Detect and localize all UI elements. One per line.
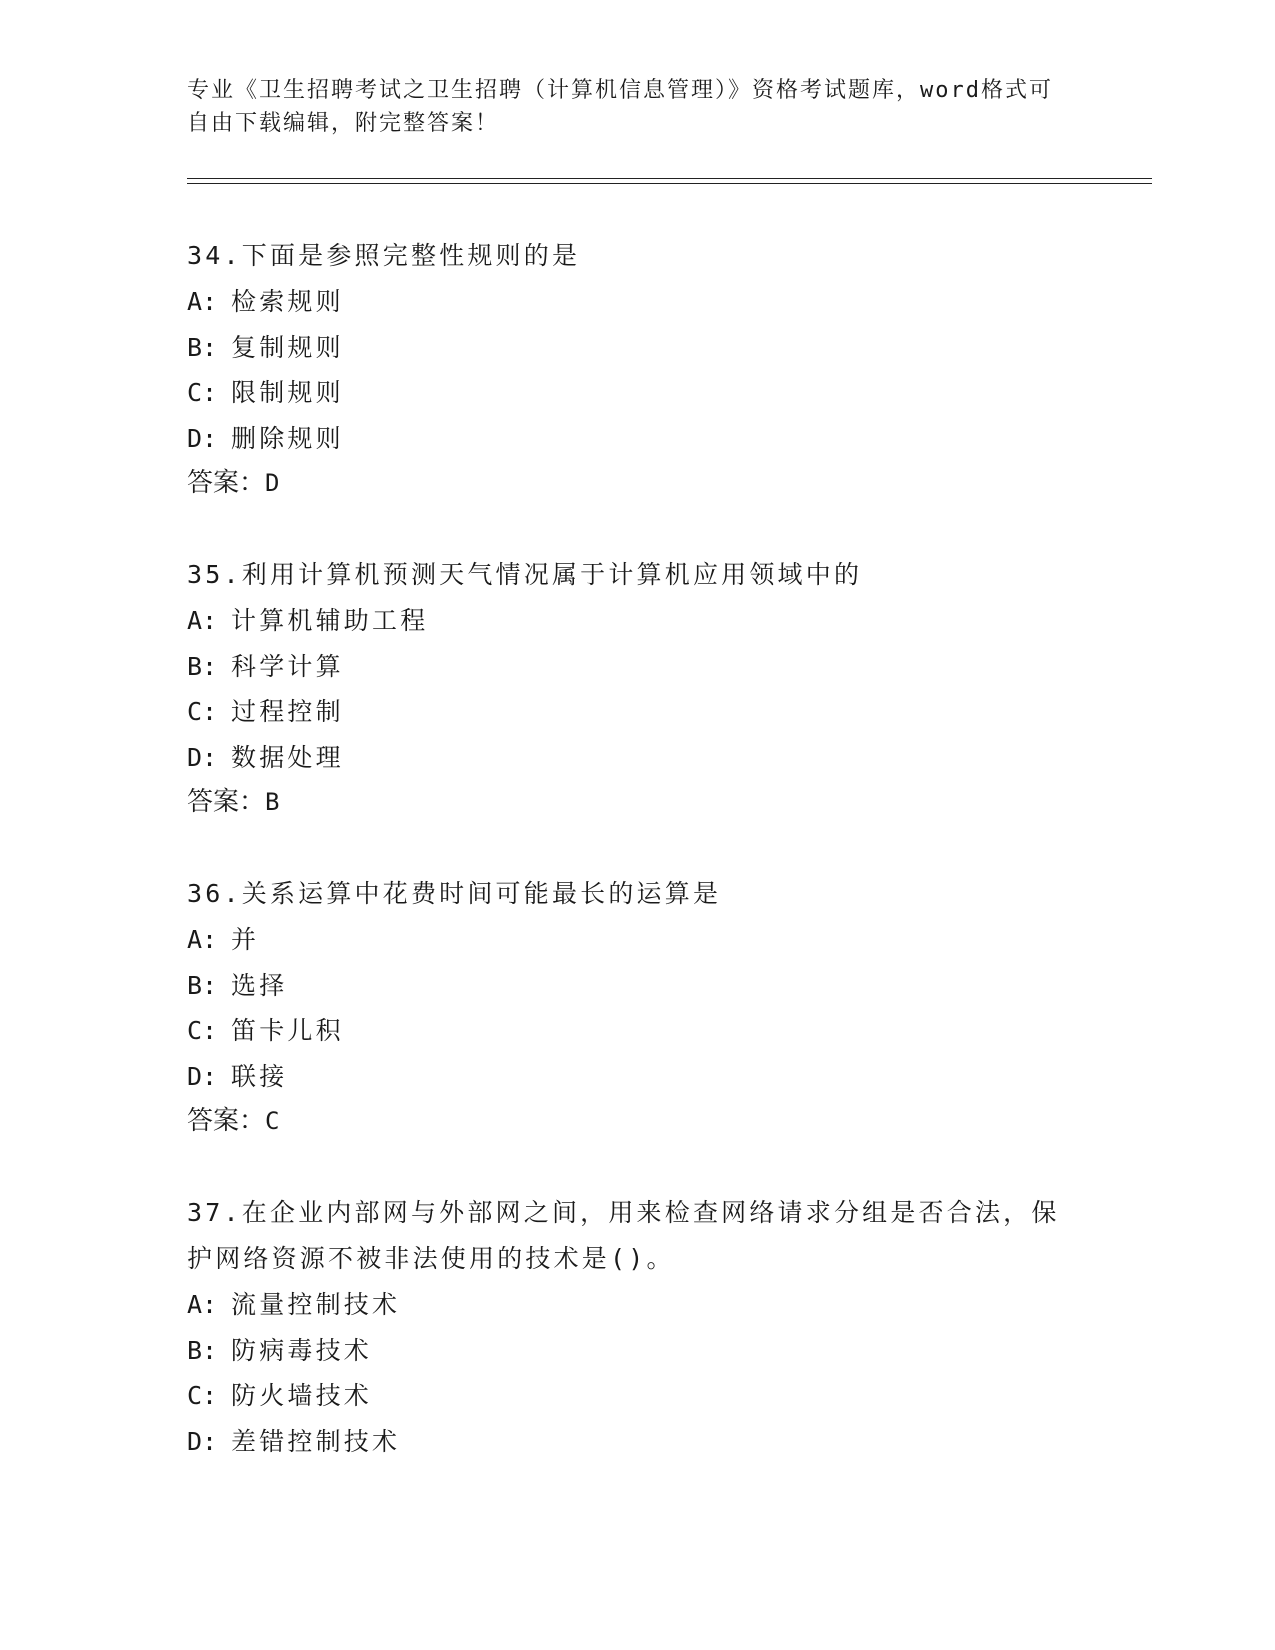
option-letter: A: <box>187 287 218 316</box>
option-letter: A: <box>187 1290 218 1319</box>
option-letter: D: <box>187 742 218 772</box>
option-text: 过程控制 <box>231 697 344 727</box>
question-stem: 37.在企业内部网与外部网之间，用来检查网络请求分组是否合法，保护网络资源不被非法使用的技术是()。 <box>187 1198 1060 1273</box>
option-text: 并 <box>231 925 260 954</box>
option-a <box>187 1282 1087 1328</box>
option-letter: D: <box>187 1426 218 1456</box>
option-letter: B: <box>187 651 218 681</box>
answer-label: 答案： <box>187 787 266 818</box>
option-b <box>187 325 1087 371</box>
option-letter: C: <box>187 1381 218 1411</box>
option-d <box>187 1054 1087 1100</box>
option-d <box>187 735 1087 781</box>
option-c <box>187 1008 1087 1054</box>
question-stem: 36.关系运算中花费时间可能最长的运算是 <box>187 879 722 908</box>
question-35 <box>187 552 1087 826</box>
option-c <box>187 1373 1087 1419</box>
option-a <box>187 598 1087 644</box>
option-b <box>187 963 1087 1009</box>
option-d <box>187 1419 1087 1465</box>
answer-label: 答案： <box>187 1106 266 1137</box>
answer-value: C <box>265 1107 280 1136</box>
option-letter: C: <box>187 378 218 408</box>
answer-line <box>187 461 1087 507</box>
question-stem: 35.利用计算机预测天气情况属于计算机应用领域中的 <box>187 560 863 589</box>
answer-line <box>187 780 1087 826</box>
header-divider-top <box>187 178 1152 179</box>
option-text: 防病毒技术 <box>231 1335 373 1365</box>
option-a <box>187 279 1087 325</box>
option-letter: B: <box>187 970 218 1000</box>
option-text: 数据处理 <box>231 742 344 772</box>
option-letter: C: <box>187 1016 218 1046</box>
answer-value: B <box>265 788 280 817</box>
option-letter: A: <box>187 925 218 954</box>
option-text: 联接 <box>231 1061 288 1091</box>
option-text: 检索规则 <box>231 287 344 316</box>
answer-value: D <box>265 469 280 498</box>
answer-label: 答案： <box>187 468 266 499</box>
option-text: 复制规则 <box>231 332 344 362</box>
option-b <box>187 1328 1087 1374</box>
option-text: 限制规则 <box>231 378 344 408</box>
option-letter: D: <box>187 1061 218 1091</box>
question-37 <box>187 1190 1087 1464</box>
question-34 <box>187 233 1087 507</box>
option-b <box>187 644 1087 690</box>
option-text: 笛卡儿积 <box>231 1016 344 1046</box>
document-header: 专业《卫生招聘考试之卫生招聘（计算机信息管理）》资格考试题库，word格式可自由下载编辑，附完整答案！ <box>187 78 1053 136</box>
option-letter: B: <box>187 1335 218 1365</box>
option-text: 流量控制技术 <box>231 1290 401 1319</box>
header-divider-bottom <box>187 183 1152 184</box>
option-a <box>187 917 1087 963</box>
option-text: 科学计算 <box>231 651 344 681</box>
option-c <box>187 370 1087 416</box>
option-text: 差错控制技术 <box>231 1426 401 1456</box>
answer-line <box>187 1099 1087 1145</box>
option-text: 选择 <box>231 970 288 1000</box>
question-36 <box>187 871 1087 1145</box>
question-stem: 34.下面是参照完整性规则的是 <box>187 241 581 270</box>
option-d <box>187 416 1087 462</box>
option-text: 删除规则 <box>231 423 344 453</box>
option-text: 防火墙技术 <box>231 1381 373 1411</box>
option-text: 计算机辅助工程 <box>231 606 429 635</box>
option-letter: C: <box>187 697 218 727</box>
option-letter: B: <box>187 332 218 362</box>
option-letter: A: <box>187 606 218 635</box>
option-c <box>187 689 1087 735</box>
option-letter: D: <box>187 423 218 453</box>
